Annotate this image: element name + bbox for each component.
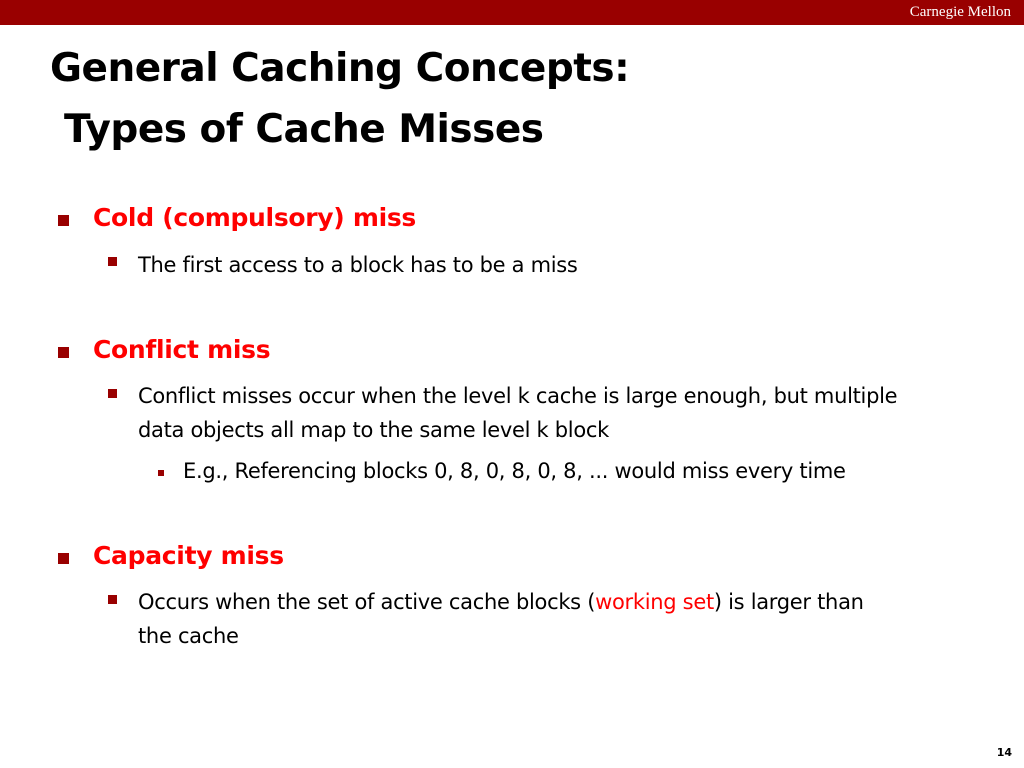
bullet-heading-conflict-miss: Conflict miss <box>93 335 271 364</box>
bullet-square-icon <box>58 347 69 358</box>
sub-bullet-square-icon <box>108 257 117 266</box>
sub-bullet-square-icon <box>108 389 117 398</box>
page-number: 14 <box>996 746 1012 759</box>
sub-sub-bullet-example-text: E.g., Referencing blocks 0, 8, 0, 8, 0, 8, ... would miss every time <box>183 459 846 483</box>
bullet-heading-capacity-miss: Capacity miss <box>93 541 284 570</box>
sub-bullet-square-icon <box>108 595 117 604</box>
sub-sub-bullet-square-icon <box>158 470 164 476</box>
working-set-highlight: working set <box>595 590 714 614</box>
sub-bullet-capacity-miss-text <box>138 585 864 653</box>
bullet-square-icon <box>58 553 69 564</box>
slide-title-line2: Types of Cache Misses <box>64 107 544 152</box>
bullet-heading-cold-miss: Cold (compulsory) miss <box>93 203 417 232</box>
sub-bullet-conflict-line2: data objects all map to the same level k block <box>138 418 609 442</box>
sub-bullet-cold-miss-text: The first access to a block has to be a miss <box>138 253 578 277</box>
affiliation-label: Carnegie Mellon <box>909 4 1011 20</box>
sub-bullet-conflict-miss-text <box>138 379 897 447</box>
capacity-text-before: Occurs when the set of active cache blocks ( <box>138 590 596 614</box>
sub-bullet-capacity-line2: the cache <box>138 624 239 648</box>
sub-bullet-capacity-line1 <box>138 585 864 619</box>
bullet-square-icon <box>58 215 69 226</box>
capacity-text-after: ) is larger than <box>713 590 864 614</box>
sub-bullet-conflict-line1: Conflict misses occur when the level k cache is large enough, but multiple <box>138 384 898 408</box>
slide-title-line1: General Caching Concepts: <box>50 46 630 91</box>
